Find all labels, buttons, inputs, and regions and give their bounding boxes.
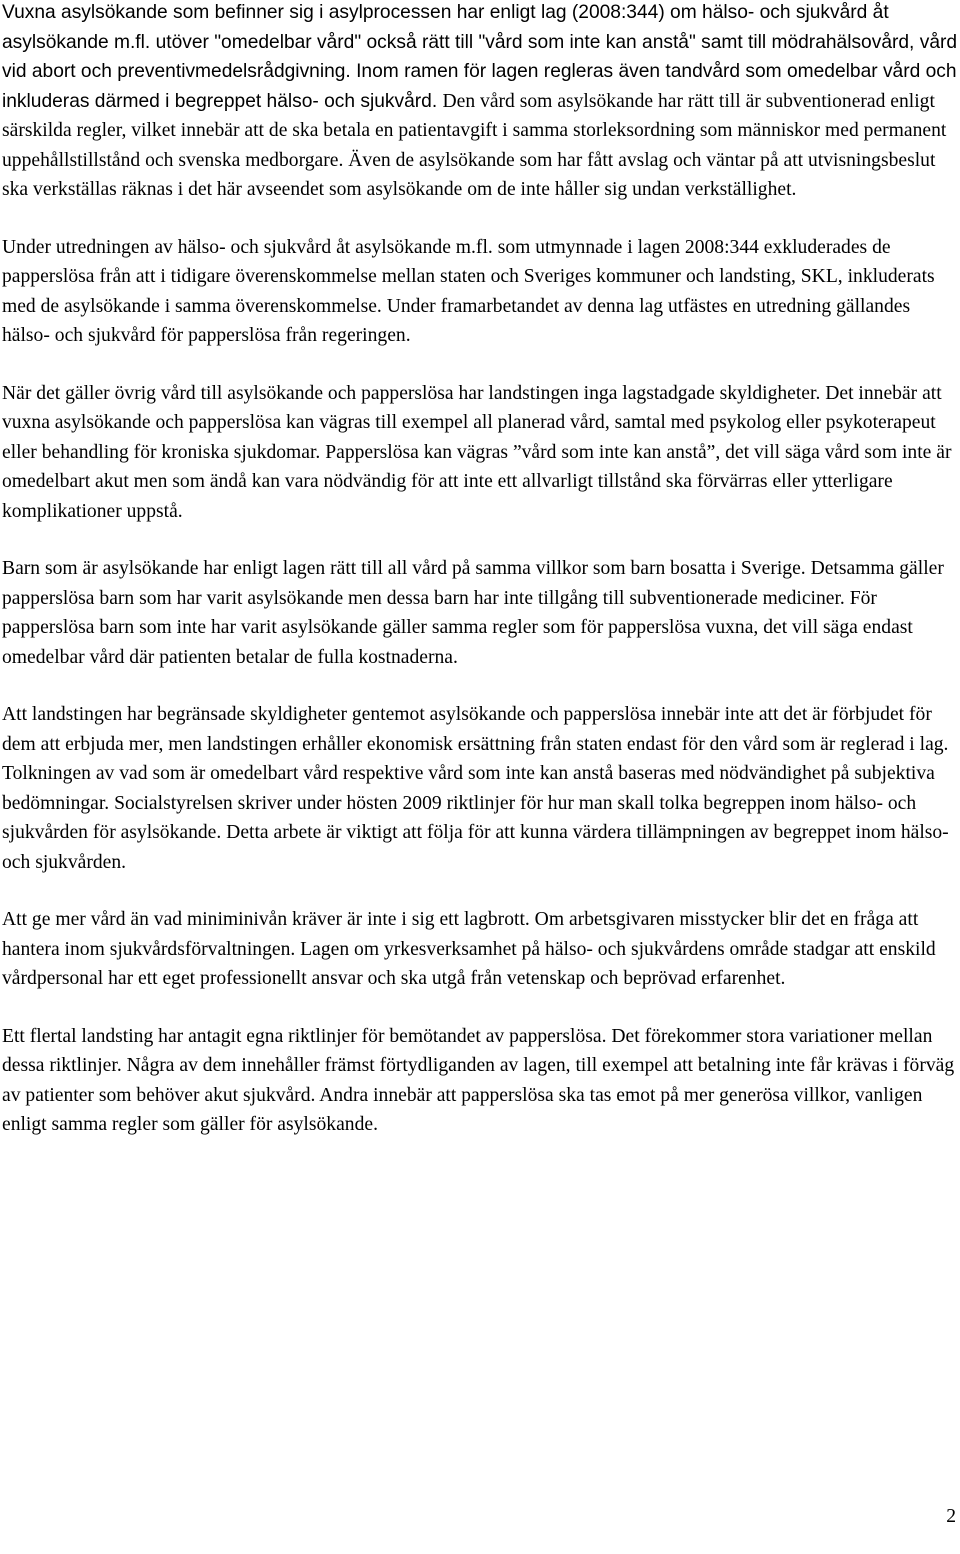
paragraph-1-segment-2: Den vård som asylsökande har rätt till är subventionerad enligt särskilda regler, vilket innebär att de ska betala en patientavgift i samma storleksordning som människor med permanent uppehållstillstånd och svenska medborgare. Även de asylsökande som har fått avslag och väntar på att utvisningsbeslut ska verkställas räknas i det här avseendet som asylsökande om de inte håller sig undan verkställighet. <box>2 90 947 200</box>
paragraph-4-text: Barn som är asylsökande har enligt lagen rätt till all vård på samma villkor som barn bosatta i Sverige. Detsamma gäller papperslösa barn som har varit asylsökande men dessa barn har inte tillgång till subventionerade mediciner. För papperslösa barn som inte har varit asylsökande gäller samma regler som för papperslösa vuxna, det vill säga endast omedelbar vård där patienten betalar de fulla kostnaderna. <box>2 558 944 668</box>
paragraph-3 <box>2 379 958 527</box>
paragraph-6 <box>2 905 958 994</box>
body-text <box>2 0 958 1168</box>
paragraph-1 <box>2 0 958 205</box>
paragraph-2-text: Under utredningen av hälso- och sjukvård åt asylsökande m.fl. som utmynnade i lagen 2008:344 exkluderades de papperslösa från att i tidigare överenskommelse mellan staten och Sveriges kommuner och landsting, SKL, inkluderats med de asylsökande i samma överenskommelse. Under framarbetandet av denna lag utfästes en utredning gällandes hälso- och sjukvård för papperslösa från regeringen. <box>2 236 935 346</box>
page-number: 2 <box>946 1506 956 1527</box>
paragraph-7 <box>2 1022 958 1140</box>
paragraph-6-text: Att ge mer vård än vad miniminivån kräver är inte i sig ett lagbrott. Om arbetsgivaren misstycker blir det en fråga att hantera inom sjukvårdsförvaltningen. Lagen om yrkesverksamhet på hälso- och sjukvårdens område stadgar att enskild vårdpersonal har ett eget professionellt ansvar och ska utgå från vetenskap och beprövad erfarenhet. <box>2 909 936 989</box>
paragraph-7-text: Ett flertal landsting har antagit egna riktlinjer för bemötandet av papperslösa. Det förekommer stora variationer mellan dessa riktlinjer. Några av dem innehåller främst förtydliganden av lagen, till exempel att betalning inte får krävas i förväg av patienter som behöver akut sjukvård. Andra innebär att papperslösa ska tas emot på mer generösa villkor, vanligen enligt samma regler som gäller för asylsökande. <box>2 1025 955 1135</box>
paragraph-5 <box>2 700 958 877</box>
paragraph-2 <box>2 233 958 351</box>
paragraph-5-text: Att landstingen har begränsade skyldigheter gentemot asylsökande och papperslösa innebär inte att det är förbjudet för dem att erbjuda mer, men landstingen erhåller ekonomisk ersättning från staten endast för den vård som är reglerad i lag. Tolkningen av vad som är omedelbart vård respektive vård som inte kan anstå baseras med nödvändighet på subjektiva bedömningar. Socialstyrelsen skriver under hösten 2009 riktlinjer för hur man skall tolka begreppen inom hälso- och sjukvården för asylsökande. Detta arbete är viktigt att följa för att kunna värdera tillämpningen av begreppet inom hälso- och sjukvården. <box>2 704 949 873</box>
paragraph-4 <box>2 554 958 672</box>
paragraph-3-text: När det gäller övrig vård till asylsökande och papperslösa har landstingen inga lagstadgade skyldigheter. Det innebär att vuxna asylsökande och papperslösa kan vägras till exempel all planerad vård, samtal med psykolog eller psykoterapeut eller behandling för kroniska sjukdomar. Papperslösa kan vägras ”vård som inte kan anstå”, det vill säga vård som inte är omedelbart akut men som ändå kan vara nödvändig för att inte ett allvarligt tillstånd ska förvärras eller ytterligare komplikationer uppstå. <box>2 382 952 522</box>
paragraph-1-segment-1: Vuxna asylsökande som befinner sig i asylprocessen har enligt lag (2008:344) om hälso- och sjukvård åt asylsökande m.fl. utöver "omedelbar vård" också rätt till "vård som inte kan anstå" samt till mödrahälsovård, vård vid abort och preventivmedelsrådgivning. Inom ramen för lagen regleras även tandvård som omedelbar vård och inkluderas därmed i begreppet hälso- och sjukvård. <box>2 2 958 112</box>
